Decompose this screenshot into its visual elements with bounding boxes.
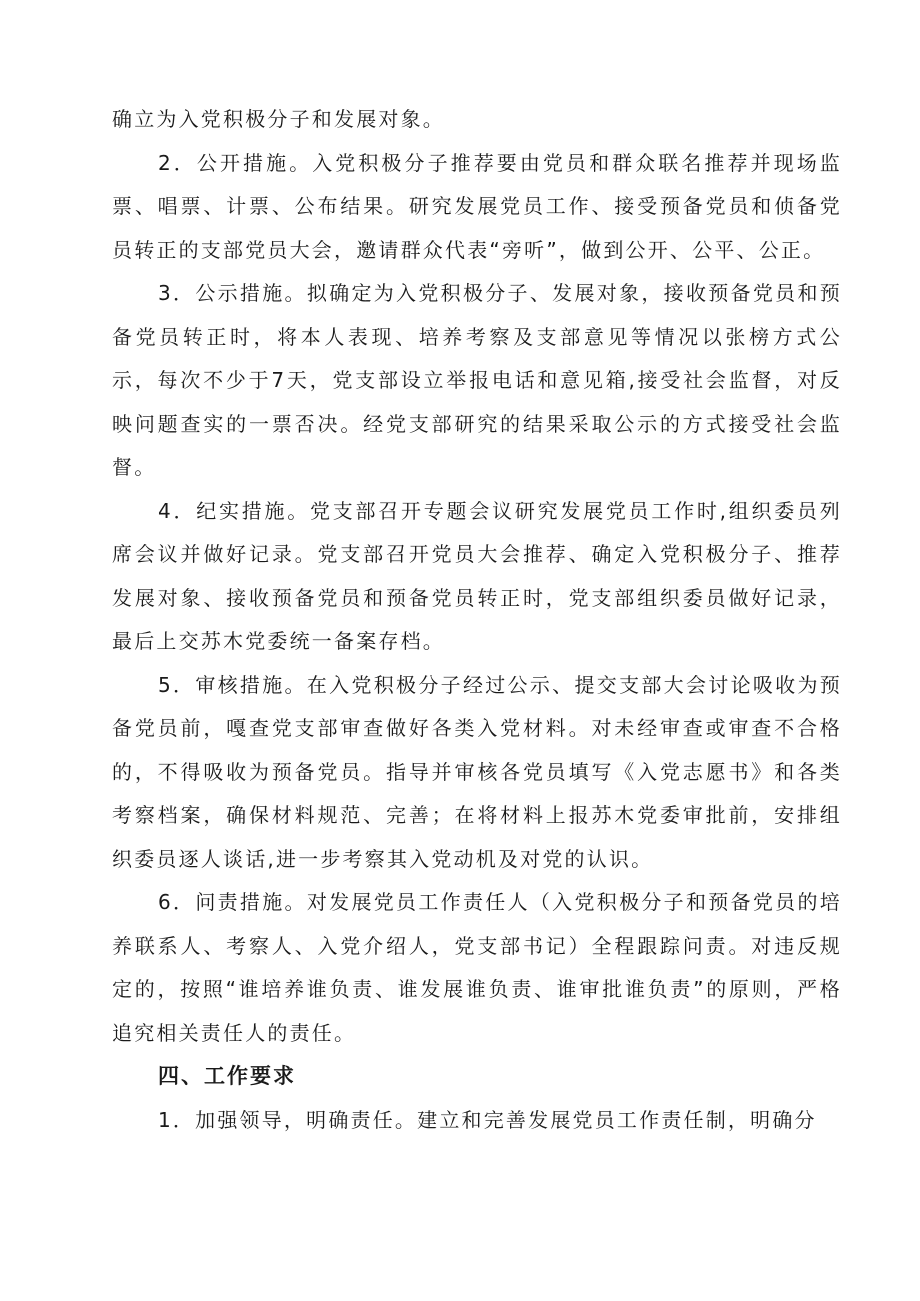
paragraph-public-measures: 2．公开措施。入党积极分子推荐要由党员和群众联名推荐并现场监票、唱票、计票、公布结果。研究发展党员工作、接受预备党员和侦备党员转正的支部党员大会，邀请群众代表“旁听”，做到公开、公平、公正。 — [112, 150, 842, 262]
section-heading: 四、工作要求 — [158, 1064, 296, 1088]
paragraph-leadership: 1．加强领导，明确责任。建立和完善发展党员工作责任制，明确分 — [158, 1107, 817, 1132]
paragraph-publicity-measures: 3．公示措施。拟确定为入党积极分子、发展对象，接收预备党员和预备党员转正时，将本人表现、培养考察及支部意见等情况以张榜方式公示，每次不少于7天，党支部设立举报电话和意见箱,接受社会监督，对反映问题查实的一票否决。经党支部研究的结果采取公示的方式接受社会监督。 — [112, 281, 842, 479]
document-body — [112, 98, 842, 1142]
paragraph-continuation: 确立为入党积极分子和发展对象。 — [112, 107, 445, 131]
paragraph-review-measures: 5．审核措施。在入党积极分子经过公示、提交支部大会讨论吸收为预备党员前，嘎查党支部审查做好各类入党材料。对未经审查或审查不合格的，不得吸收为预备党员。指导并审核各党员填写《入党志愿书》和各类考察档案，确保材料规范、完善；在将材料上报苏木党委审批前，安排组织委员逐人谈话,进一步考察其入党动机及对党的认识。 — [112, 672, 842, 871]
paragraph-record-measures: 4．纪实措施。党支部召开专题会议研究发展党员工作时,组织委员列席会议并做好记录。党支部召开党员大会推荐、确定入党积极分子、推荐发展对象、接收预备党员和预备党员转正时，党支部组织委员做好记录，最后上交苏木党委统一备案存档。 — [112, 498, 842, 653]
paragraph-accountability-measures: 6．问责措施。对发展党员工作责任人（入党积极分子和预备党员的培养联系人、考察人、入党介绍人，党支部书记）全程跟踪问责。对违反规定的，按照“谁培养谁负责、谁发展谁负责、谁审批谁负责”的原则，严格追究相关责任人的责任。 — [112, 890, 842, 1045]
